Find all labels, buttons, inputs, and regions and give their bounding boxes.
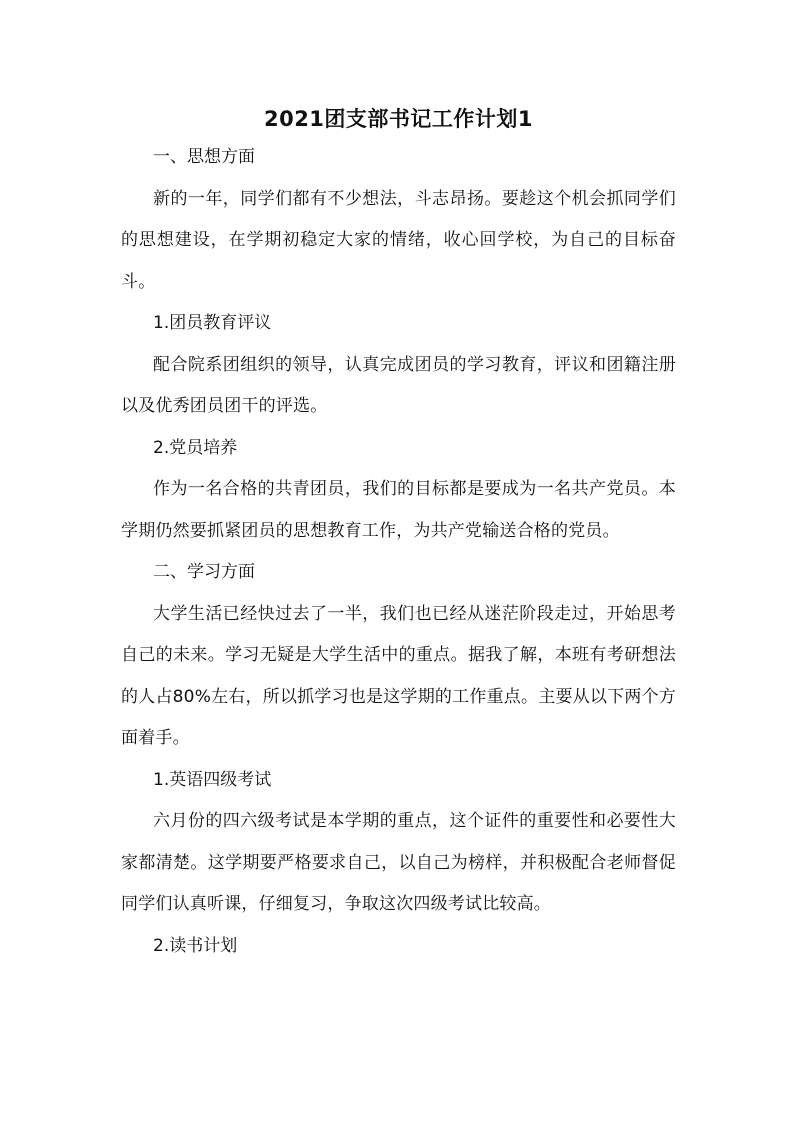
paragraph-english-exam: 六月份的四六级考试是本学期的重点，这个证件的重要性和必要性大家都清楚。这学期要严格要求自己，以自己为榜样，并积极配合老师督促同学们认真听课，仔细复习，争取这次四级考试比较高。 [121,811,676,914]
section-heading-thought: 一、思想方面 [153,147,255,167]
subheading-reading-plan: 2.读书计划 [153,935,238,956]
subheading-member-evaluation: 1.团员教育评议 [153,313,272,333]
subheading-party-training: 2.党员培养 [153,437,238,458]
section-heading-study: 二、学习方面 [153,562,255,582]
paragraph-thought: 新的一年，同学们都有不少想法，斗志昂扬。要趁这个机会抓同学们的思想建设，在学期初稳定大家的情绪，收心回学校，为自己的目标奋斗。 [121,188,676,292]
document-body [121,101,676,967]
subheading-english-exam: 1.英语四级考试 [153,769,272,790]
paragraph-study: 大学生活已经快过去了一半，我们也已经从迷茫阶段走过，开始思考自己的未来。学习无疑是大学生活中的重点。据我了解，本班有考研想法的人占80%左右，所以抓学习也是这学期的工作重点。主要从以下两个方面着手。 [121,603,676,748]
paragraph-member-evaluation: 配合院系团组织的领导，认真完成团员的学习教育，评议和团籍注册以及优秀团员团干的评选。 [121,354,676,416]
paragraph-party-training: 作为一名合格的共青团员，我们的目标都是要成为一名共产党员。本学期仍然要抓紧团员的思想教育工作，为共产党输送合格的党员。 [121,479,676,541]
document-title: 2021团支部书记工作计划1 [263,107,534,131]
